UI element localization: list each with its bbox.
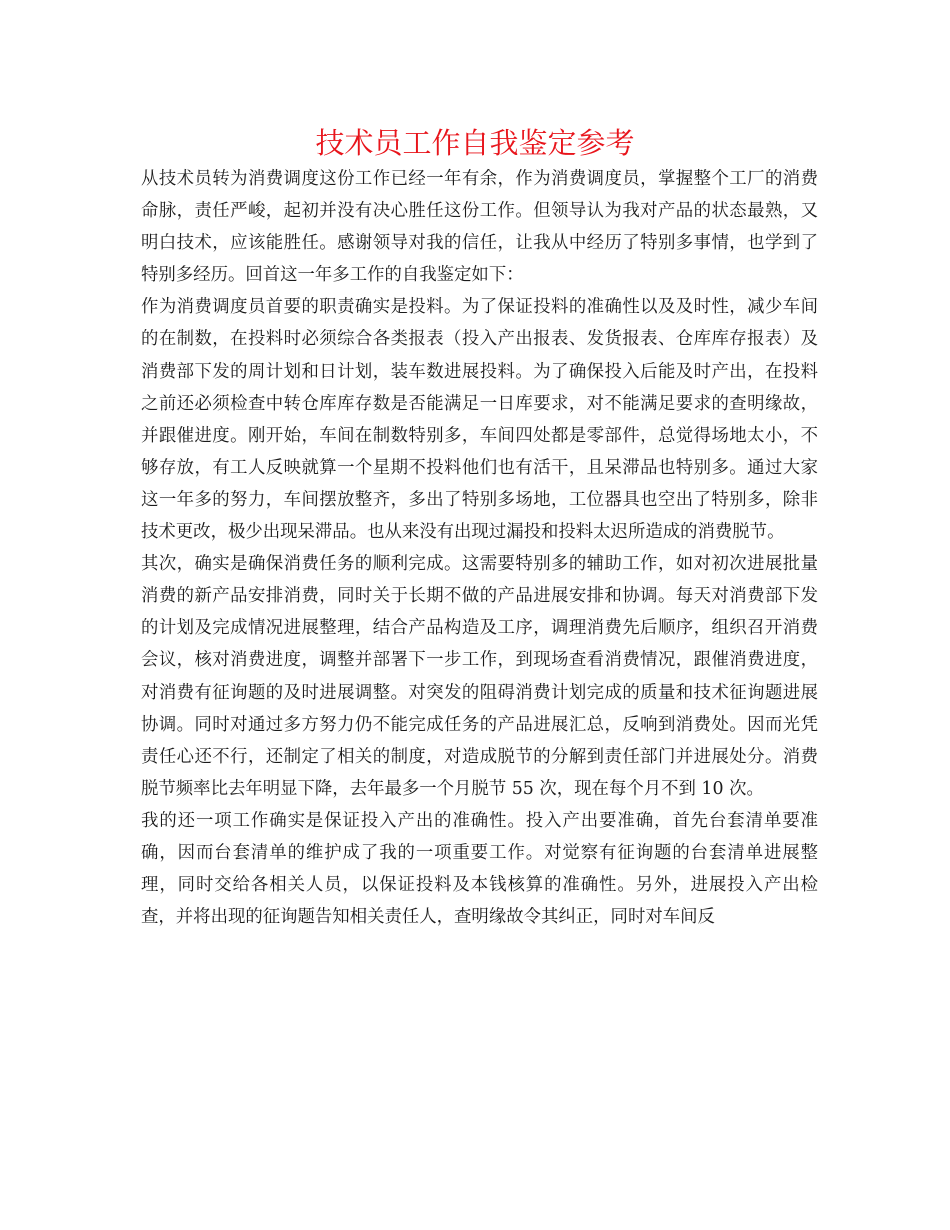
paragraph-production-tasks: 其次，确实是确保消费任务的顺利完成。这需要特别多的辅助工作，如对初次进展批量消费的新产品安排消费，同时关于长期不做的产品进展安排和协调。每天对消费部下发的计划及完成情况进展整理，结合产品构造及工序，调理消费先后顺序，组织召开消费会议，核对消费进度，调整并部署下一步工作，到现场查看消费情况，跟催消费进度，对消费有征询题的及时进展调整。对突发的阻碍消费计划完成的质量和技术征询题进展协调。同时对通过多方努力仍不能完成任务的产品进展汇总，反响到消费处。因而光凭责任心还不行，还制定了相关的制度，对造成脱节的分解到责任部门并进展处分。消费脱节频率比去年明显下降，去年最多一个月脱节 55 次，现在每个月不到 10 次。 bbox=[141, 554, 818, 799]
document-body bbox=[141, 163, 818, 933]
document-title: 技术员工作自我鉴定参考 bbox=[315, 126, 635, 160]
paragraph-feeding-duties: 作为消费调度员首要的职责确实是投料。为了保证投料的准确性以及及时性，减少车间的在制数，在投料时必须综合各类报表（投入产出报表、发货报表、仓库库存报表）及消费部下发的周计划和日计划，装车数进展投料。为了确保投入后能及时产出，在投料之前还必须检查中转仓库库存数是否能满足一日库要求，对不能满足要求的查明缘故，并跟催进度。刚开始，车间在制数特别多，车间四处都是零部件，总觉得场地太小，不够存放，有工人反映就算一个星期不投料他们也有活干，且呆滞品也特别多。通过大家这一年多的努力，车间摆放整齐，多出了特别多场地，工位器具也空出了特别多，除非技术更改，极少出现呆滞品。也从来没有出现过漏投和投料太迟所造成的消费脱节。 bbox=[141, 297, 818, 543]
paragraph-input-output-accuracy: 我的还一项工作确实是保证投入产出的准确性。投入产出要准确，首先台套清单要准确，因而台套清单的维护成了我的一项重要工作。对觉察有征询题的台套清单进展整理，同时交给各相关人员，以保证投料及本钱核算的准确性。另外，进展投入产出检查，并将出现的征询题告知相关责任人，查明缘故令其纠正，同时对车间反 bbox=[141, 810, 818, 928]
paragraph-intro: 从技术员转为消费调度这份工作已经一年有余，作为消费调度员，掌握整个工厂的消费命脉，责任严峻，起初并没有决心胜任这份工作。但领导认为我对产品的状态最熟，又明白技术，应该能胜任。感谢领导对我的信任，让我从中经历了特别多事情，也学到了特别多经历。回首这一年多工作的自我鉴定如下： bbox=[141, 169, 818, 286]
